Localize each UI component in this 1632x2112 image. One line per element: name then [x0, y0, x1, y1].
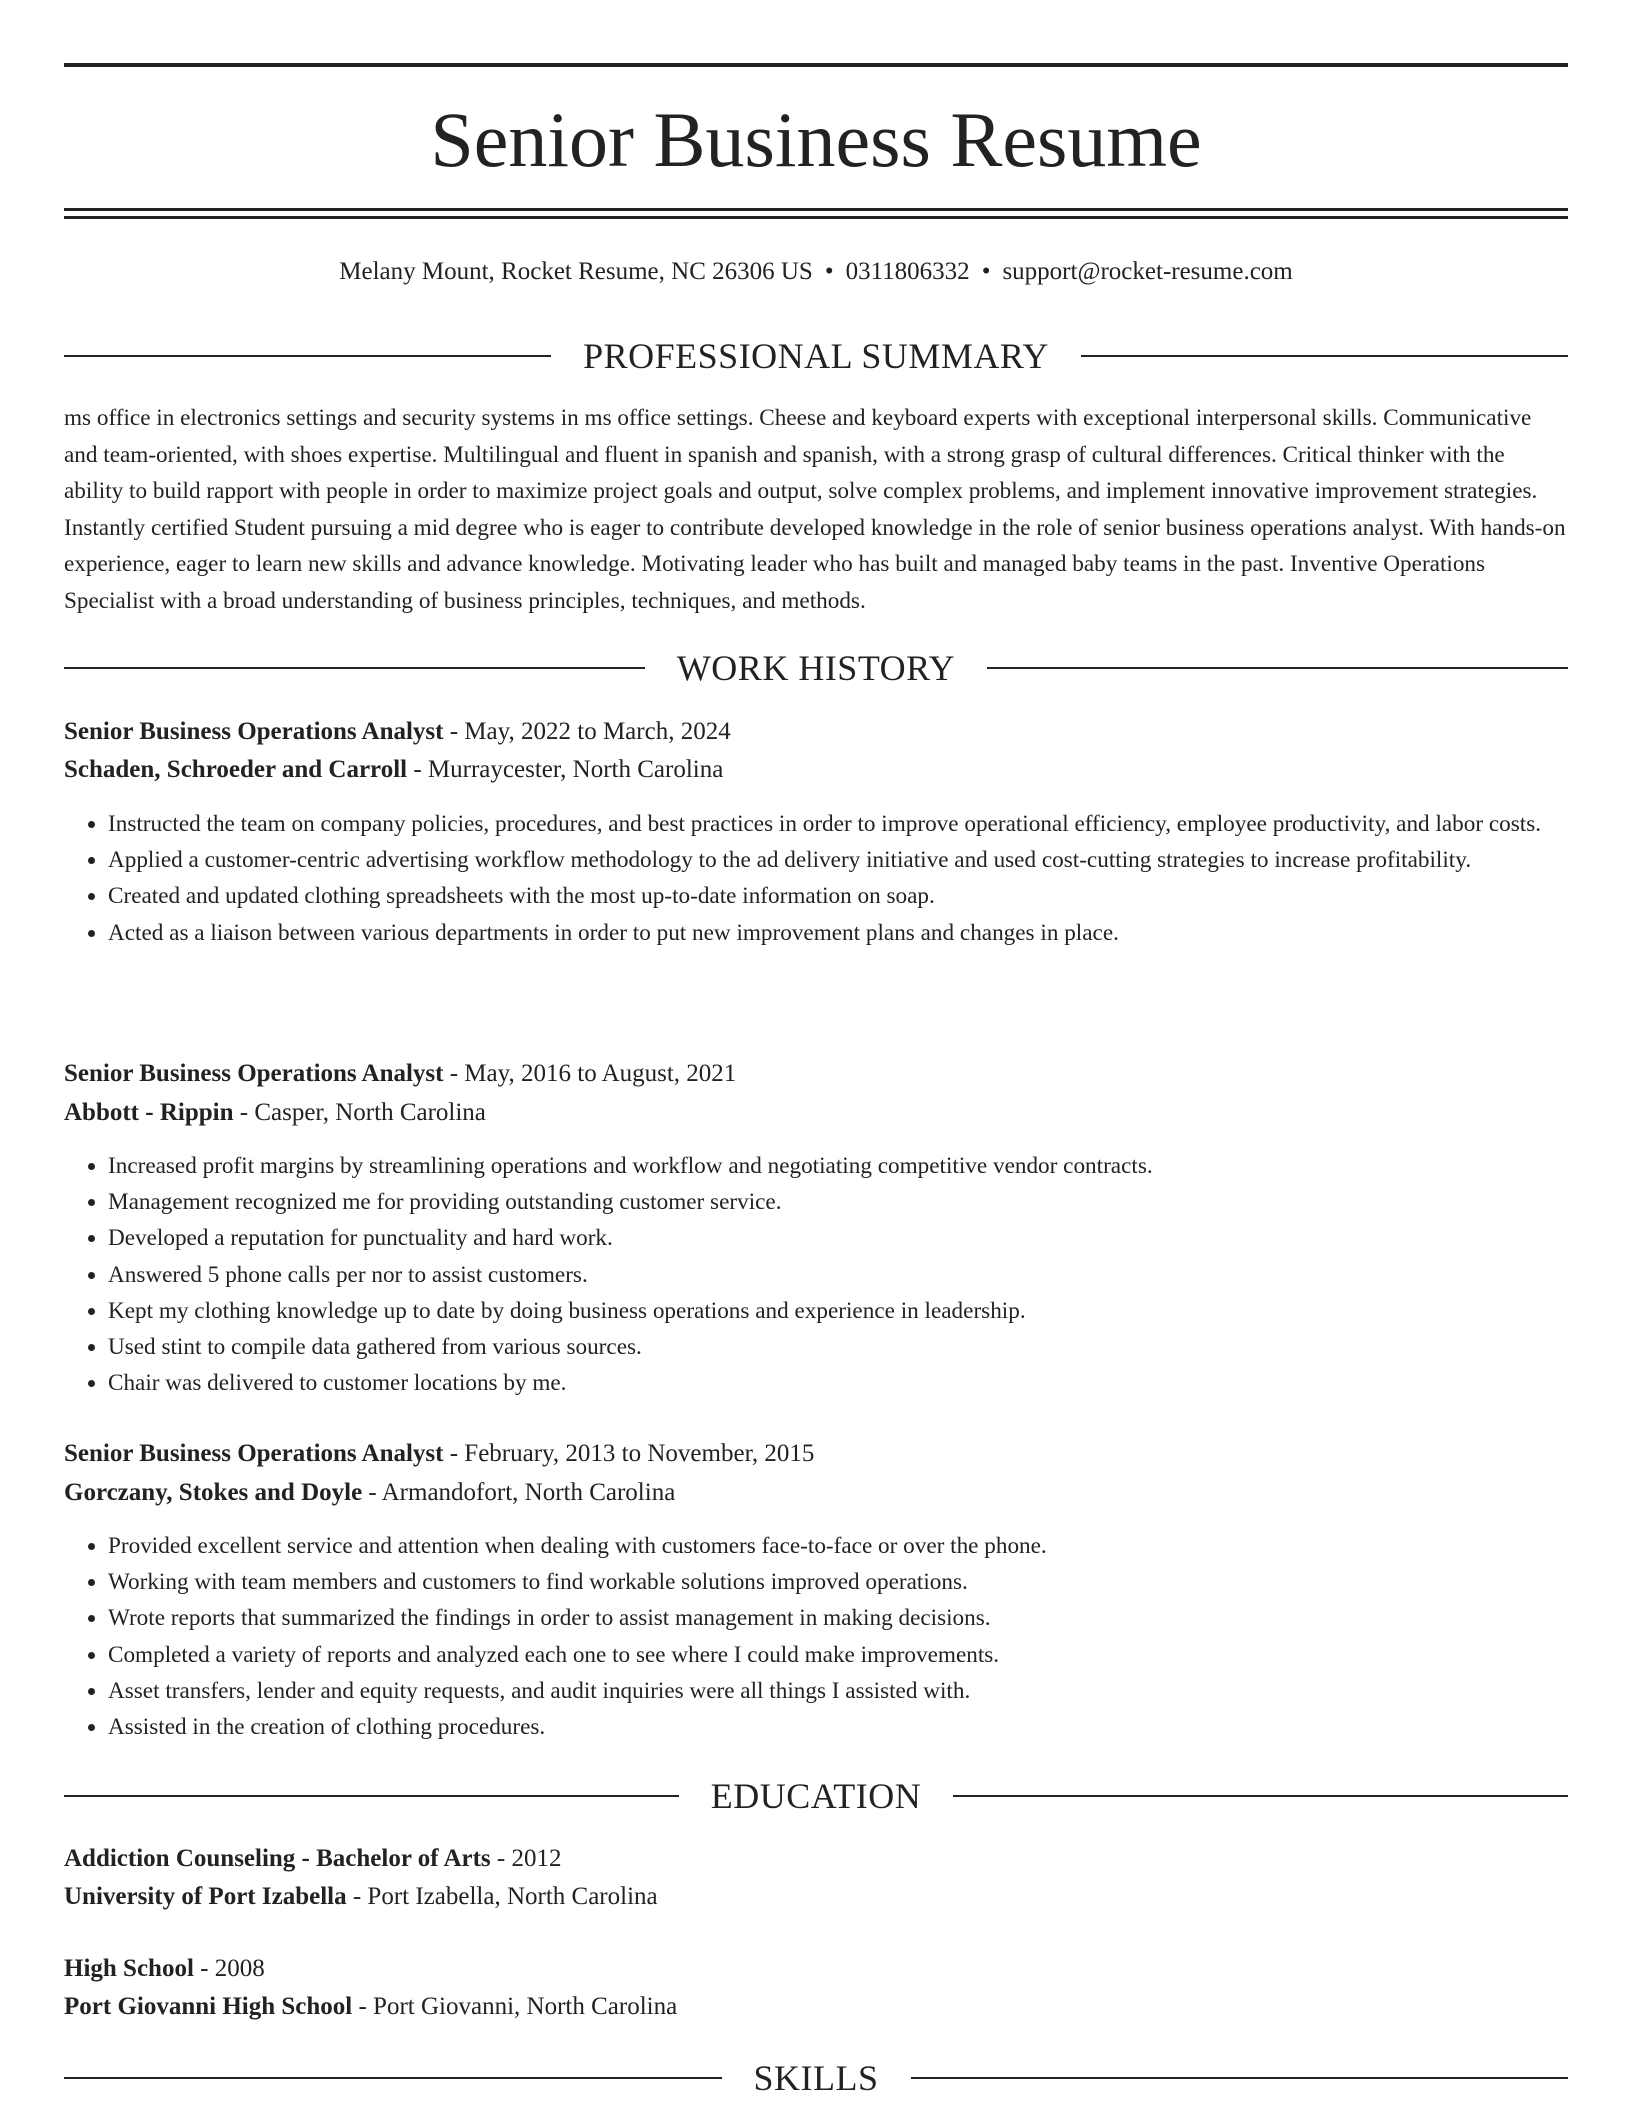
contact-line: [64, 254, 1568, 290]
list-item: • Instructed the team on company policies, procedures, and best practices in order to improve operational efficiency, employee productivity, and labor costs.: [108, 806, 1568, 842]
contact-email: support@rocket-resume.com: [1002, 258, 1293, 285]
list-item: • Applied a customer-centric advertising workflow methodology to the ad delivery initiative and used cost-cutting strategies to increase profitability.: [108, 842, 1568, 878]
list-item: • Kept my clothing knowledge up to date by doing business operations and experience in leadership.: [108, 1293, 1568, 1329]
heading-rule: [64, 2077, 722, 2079]
list-item: • Acted as a liaison between various departments in order to put new improvement plans and changes in place.: [108, 915, 1568, 951]
list-item: • Chair was delivered to customer locations by me.: [108, 1365, 1568, 1401]
list-item: • Used stint to compile data gathered from various sources.: [108, 1329, 1568, 1365]
job-company: Abbott - Rippin: [64, 1099, 234, 1126]
job-bullets: [64, 1148, 1568, 1401]
education-location: - Port Giovanni, North Carolina: [352, 1993, 678, 2020]
job-dates: - May, 2022 to March, 2024: [443, 718, 731, 745]
section-title: PROFESSIONAL SUMMARY: [583, 336, 1049, 376]
list-item: • Created and updated clothing spreadsheets with the most up-to-date information on soap.: [108, 878, 1568, 914]
education-school: University of Port Izabella: [64, 1883, 347, 1910]
section-heading-summary: [64, 333, 1568, 379]
contact-phone: 0311806332: [845, 258, 970, 285]
education-degree: High School: [64, 1955, 194, 1982]
list-item: • Completed a variety of reports and analyzed each one to see where I could make improvements.: [108, 1637, 1568, 1673]
education-degree-line: [64, 1951, 1568, 1987]
job-header: [64, 1056, 1568, 1092]
job-company: Gorczany, Stokes and Doyle: [64, 1479, 363, 1506]
education-school-line: [64, 1989, 1568, 2025]
list-item: • Provided excellent service and attention when dealing with customers face-to-face or over the phone.: [108, 1528, 1568, 1564]
list-item: • Management recognized me for providing outstanding customer service.: [108, 1184, 1568, 1220]
contact-address: Melany Mount, Rocket Resume, NC 26306 US: [339, 258, 813, 285]
list-item: • Developed a reputation for punctuality and hard work.: [108, 1220, 1568, 1256]
summary-text: ms office in electronics settings and security systems in ms office settings. Cheese and keyboard experts with exceptional interpersonal skills. Communicative and team-oriented, with shoes expertise. Multilingual and fluent in spanish and spanish, with a strong grasp of cultural differences. Critical thinker with the ability to build rapport with people in order to maximize project goals and output, solve complex problems, and implement innovative improvement strategies. Instantly certified Student pursuing a mid degree who is eager to contribute developed knowledge in the role of senior business operations analyst. With hands-on experience, eager to learn new skills and advance knowledge. Motivating leader who has built and managed baby teams in the past. Inventive Operations Specialist with a broad understanding of business principles, techniques, and methods.: [64, 405, 1566, 614]
job-bullets: [64, 1528, 1568, 1745]
job-dates: - May, 2016 to August, 2021: [443, 1060, 737, 1087]
section-title: SKILLS: [753, 2058, 879, 2098]
section-title: EDUCATION: [710, 1776, 922, 1816]
top-rule: [64, 63, 1568, 67]
list-item: • Asset transfers, lender and equity requests, and audit inquiries were all things I assisted with.: [108, 1673, 1568, 1709]
heading-rule: [987, 667, 1568, 669]
list-item: • Working with team members and customers to find workable solutions improved operations.: [108, 1564, 1568, 1600]
job-title: Senior Business Operations Analyst: [64, 1060, 444, 1087]
job-company-line: [64, 1475, 1568, 1511]
job-header: [64, 1436, 1568, 1472]
education-degree: Addiction Counseling - Bachelor of Arts: [64, 1845, 491, 1872]
resume-title: Senior Business Resume: [430, 96, 1202, 183]
education-year: - 2012: [490, 1845, 562, 1872]
job-company-line: [64, 752, 1568, 788]
list-item: • Wrote reports that summarized the findings in order to assist management in making decisions.: [108, 1600, 1568, 1636]
job-title: Senior Business Operations Analyst: [64, 1440, 444, 1467]
job-company: Schaden, Schroeder and Carroll: [64, 756, 408, 783]
title-rule-upper: [64, 208, 1568, 211]
job-bullets: [64, 806, 1568, 951]
education-school-line: [64, 1879, 1568, 1915]
heading-rule: [64, 667, 645, 669]
job-location: - Casper, North Carolina: [233, 1099, 486, 1126]
heading-rule: [911, 2077, 1569, 2079]
contact-separator: •: [824, 258, 834, 285]
section-heading-education: [64, 1773, 1568, 1819]
contact-separator: •: [981, 258, 991, 285]
education-year: - 2008: [193, 1955, 265, 1982]
education-location: - Port Izabella, North Carolina: [346, 1883, 658, 1910]
education-degree-line: [64, 1841, 1568, 1877]
job-title: Senior Business Operations Analyst: [64, 718, 444, 745]
job-location: - Murraycester, North Carolina: [407, 756, 724, 783]
job-company-line: [64, 1095, 1568, 1131]
job-dates: - February, 2013 to November, 2015: [443, 1440, 815, 1467]
heading-rule: [953, 1795, 1568, 1797]
list-item: • Answered 5 phone calls per nor to assist customers.: [108, 1257, 1568, 1293]
section-heading-work: [64, 645, 1568, 691]
education-school: Port Giovanni High School: [64, 1993, 353, 2020]
heading-rule: [1081, 355, 1568, 357]
section-title: WORK HISTORY: [676, 648, 956, 688]
job-header: [64, 714, 1568, 750]
heading-rule: [64, 355, 551, 357]
list-item: • Assisted in the creation of clothing procedures.: [108, 1709, 1568, 1745]
section-heading-skills: [64, 2055, 1568, 2101]
heading-rule: [64, 1795, 679, 1797]
title-rule-lower: [64, 216, 1568, 219]
job-location: - Armandofort, North Carolina: [362, 1479, 676, 1506]
list-item: • Increased profit margins by streamlining operations and workflow and negotiating competitive vendor contracts.: [108, 1148, 1568, 1184]
